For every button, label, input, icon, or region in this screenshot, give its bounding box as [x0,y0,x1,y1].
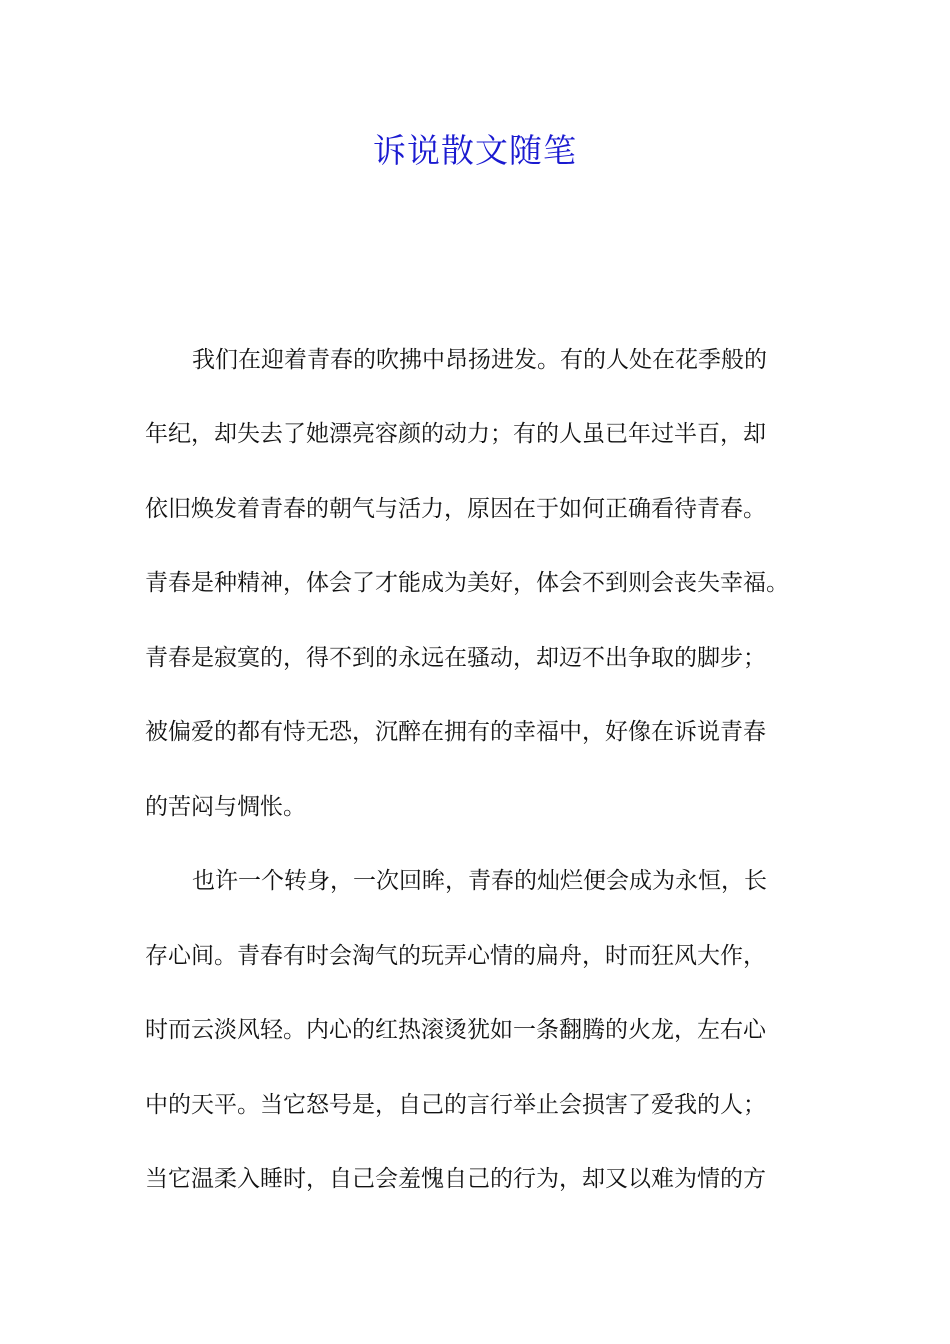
paragraph-2-line-5: 当它温柔入睡时，自己会羞愧自己的行为，却又以难为情的方 [145,1166,766,1192]
paragraph-1-line-3: 依旧焕发着青春的朝气与活力，原因在于如何正确看待青春。 [145,496,766,522]
paragraph-2-line-2: 存心间。青春有时会淘气的玩弄心情的扁舟，时而狂风大作， [145,943,766,969]
paragraph-1-line-7: 的苦闷与惆怅。 [145,794,306,820]
paragraph-2-line-4: 中的天平。当它怒号是，自己的言行举止会损害了爱我的人； [145,1092,766,1118]
document-title: 诉说散文随笔 [373,131,577,170]
paragraph-2-line-1: 也许一个转身，一次回眸，青春的灿烂便会成为永恒，长 [192,868,767,894]
paragraph-1-line-6: 被偏爱的都有恃无恐，沉醉在拥有的幸福中，好像在诉说青春 [145,719,766,745]
paragraph-1-line-5: 青春是寂寞的，得不到的永远在骚动，却迈不出争取的脚步； [145,645,766,671]
paragraph-1-line-4: 青春是种精神，体会了才能成为美好，体会不到则会丧失幸福。 [145,570,789,596]
paragraph-1-line-1: 我们在迎着青春的吹拂中昂扬进发。有的人处在花季般的 [192,347,767,373]
paragraph-1-line-2: 年纪，却失去了她漂亮容颜的动力；有的人虽已年过半百，却 [145,421,766,447]
paragraph-2-line-3: 时而云淡风轻。内心的红热滚烫犹如一条翻腾的火龙，左右心 [145,1017,766,1043]
